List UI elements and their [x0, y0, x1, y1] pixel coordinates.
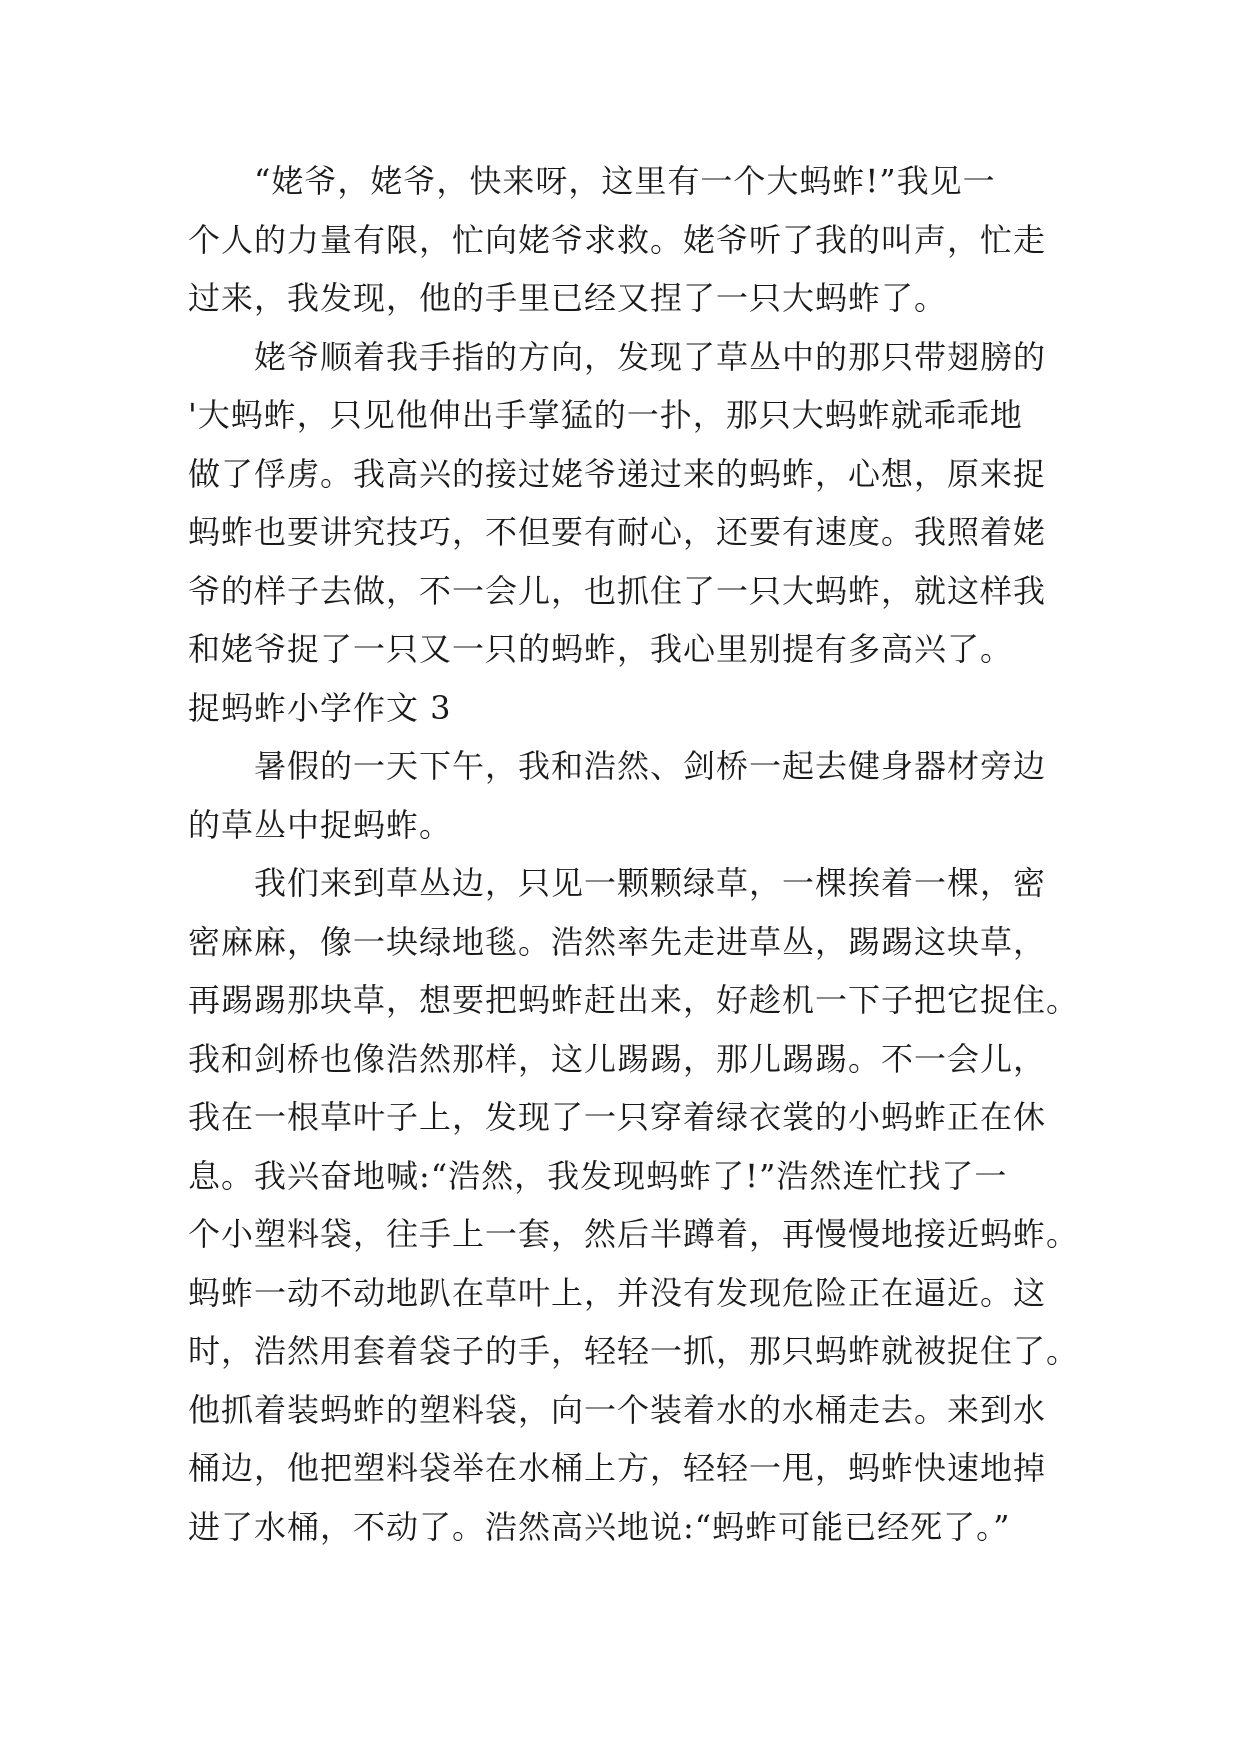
text-line: 时，浩然用套着袋子的手，轻轻一抓，那只蚂蚱就被捉住了。 — [188, 1332, 1080, 1370]
text-line: 和姥爷捉了一只又一只的蚂蚱，我心里别提有多高兴了。 — [188, 630, 1014, 668]
text-line: 他抓着装蚂蚱的塑料袋，向一个装着水的水桶走去。来到水 — [188, 1390, 1047, 1429]
text-line: 再踢踢那块草，想要把蚂蚱赶出来，好趁机一下子把它捉住。 — [188, 981, 1080, 1019]
text-line: 做了俘虏。我高兴的接过姥爷递过来的蚂蚱，心想，原来捉 — [188, 454, 1047, 493]
text-line: 爷的样子去做，不一会儿，也抓住了一只大蚂蚱，就这样我 — [188, 571, 1047, 610]
essay-body — [188, 152, 1080, 1556]
text-line: 息。我兴奋地喊:“浩然，我发现蚂蚱了!”浩然连忙找了一 — [188, 1156, 1008, 1195]
text-line: 蚂蚱也要讲究技巧，不但要有耐心，还要有速度。我照着姥 — [188, 513, 1047, 551]
text-line: 我们来到草丛边，只见一颗颗绿草，一棵挨着一棵，密 — [254, 864, 1047, 902]
text-line: 进了水桶，不动了。浩然高兴地说:“蚂蚱可能已经死了。” — [188, 1507, 1011, 1546]
text-line: 姥爷顺着我手指的方向，发现了草丛中的那只带翅膀的 — [254, 337, 1047, 376]
text-line: 个人的力量有限，忙向姥爷求救。姥爷听了我的叫声，忙走 — [188, 220, 1047, 259]
text-line: 蚂蚱一动不动地趴在草叶上，并没有发现危险正在逼近。这 — [188, 1273, 1047, 1312]
section-heading: 捉蚂蚱小学作文 3 — [188, 688, 452, 727]
text-line: 暑假的一天下午，我和浩然、剑桥一起去健身器材旁边 — [254, 747, 1047, 785]
text-line: 我和剑桥也像浩然那样，这儿踢踢，那儿踢踢。不一会儿， — [188, 1039, 1047, 1078]
text-line: 的草丛中捉蚂蚱。 — [188, 805, 453, 844]
text-line: 我在一根草叶子上，发现了一只穿着绿衣裳的小蚂蚱正在休 — [188, 1098, 1047, 1136]
text-line: '大蚂蚱，只见他伸出手掌猛的一扑，那只大蚂蚱就乖乖地 — [188, 396, 1023, 434]
text-line: “姥爷，姥爷，快来呀，这里有一个大蚂蚱!”我见一 — [254, 162, 996, 200]
text-line: 密麻麻，像一块绿地毯。浩然率先走进草丛，踢踢这块草， — [188, 922, 1047, 961]
text-line: 桶边，他把塑料袋举在水桶上方，轻轻一甩，蚂蚱快速地掉 — [188, 1449, 1047, 1487]
text-line: 个小塑料袋，往手上一套，然后半蹲着，再慢慢地接近蚂蚱。 — [188, 1215, 1080, 1253]
text-line: 过来，我发现，他的手里已经又捏了一只大蚂蚱了。 — [188, 279, 948, 317]
